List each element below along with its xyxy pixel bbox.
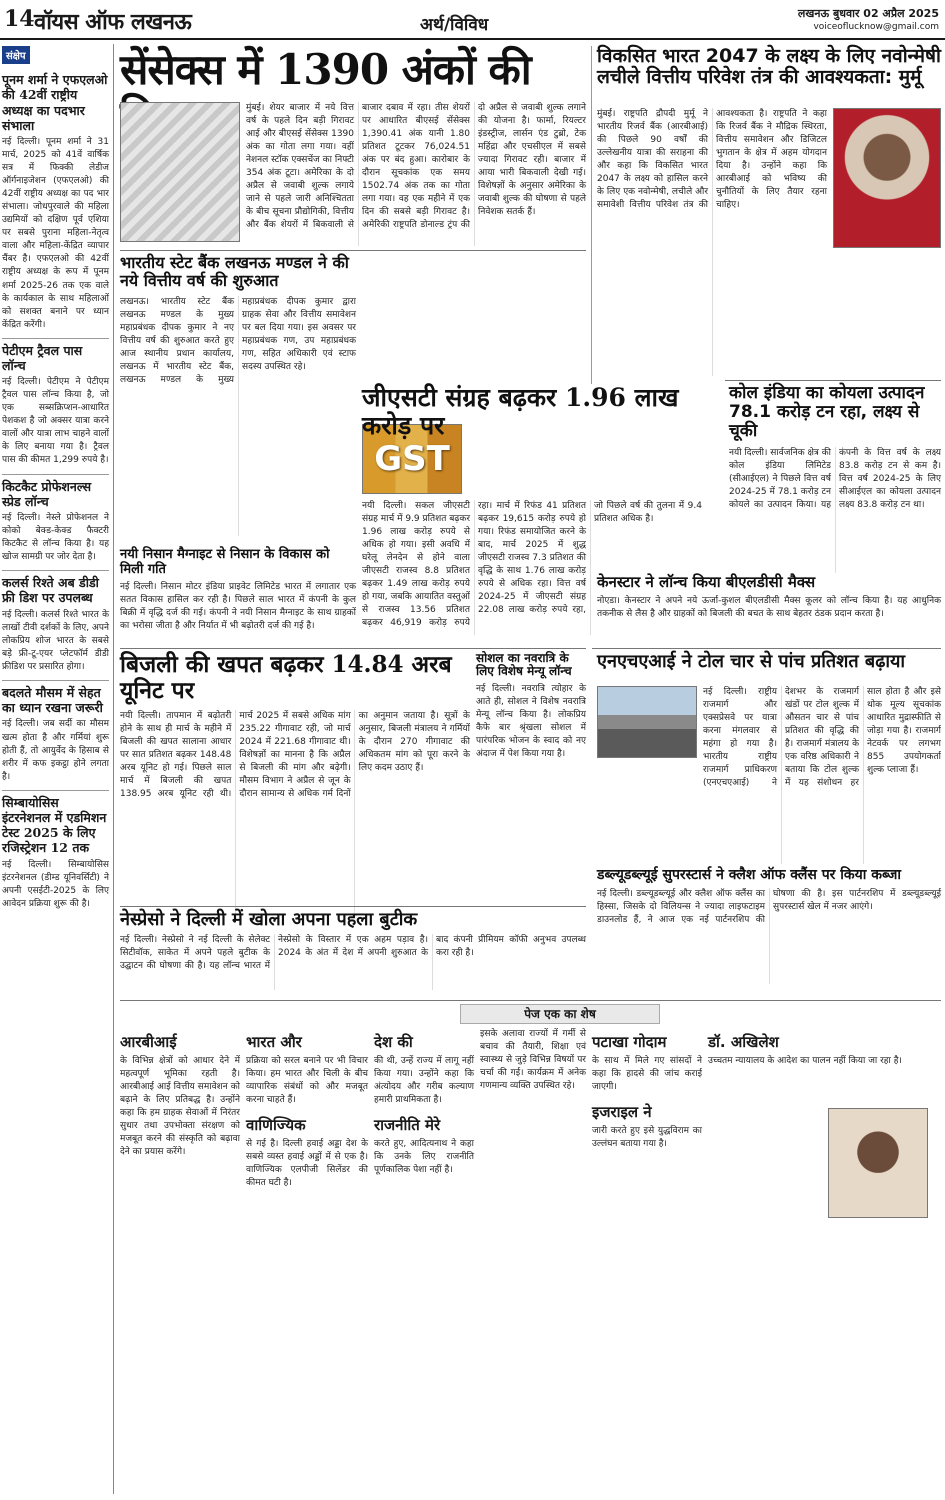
navratri-body: नई दिल्ली। नवरात्रि त्योहार के आते ही, सोशल ने विशेष नवरात्रि मेन्यू लॉन्च किया है। लोकप्रिय कैफे बार श्रृंखला सोशल में पारंपरिक भोजन के स्वाद को नए अंदाज में पेश किया गया है। — [476, 683, 586, 760]
sidebar-heading: पेटीएम ट्रैवल पास लॉन्च — [2, 342, 83, 373]
misc-continued — [480, 1028, 586, 1496]
kenstar-headline: केनस्टार ने लॉन्च किया बीएलडीसी मैक्स — [597, 573, 816, 591]
gst-headline: जीएसटी संग्रह बढ़कर 1.96 लाख करोड़ पर — [362, 383, 679, 440]
sidebar-tag: संक्षेप — [2, 46, 30, 64]
nissan-body: नई दिल्ली। निसान मोटर इंडिया प्राइवेट लिमिटेड भारत में लगातार एक सतत विकास हासिल कर रही है। पिछले साल भारत में कंपनी के कुल बिक्री में वृद्धि दर्ज की गई। कंपनी ने नयी निसान मैग्नाइट के साथ ग्राहकों का भरोसा जीता है और निर्यात में भी बढ़ोतरी दर्ज की गई है। — [120, 582, 356, 632]
site-url: voiceoflucknow@gmail.com — [813, 22, 939, 32]
divider — [120, 648, 586, 649]
toll-body: नई दिल्ली। राष्ट्रीय राजमार्ग और एक्सप्रेसवे पर यात्रा करना मंगलवार से महंगा हो गया है। भारतीय राष्ट्रीय राजमार्ग प्राधिकरण (एनएचएआई) ने देशभर के राजमार्ग खंडों पर टोल शुल्क में औसतन चार से पांच प्रतिशत की वृद्धि की है। राजमार्ग मंत्रालय के एक वरिष्ठ अधिकारी ने बताया कि टोल शुल्क में यह संशोधन हर साल होता है और इसे थोक मूल्य सूचकांक आधारित मुद्रास्फीति से जोड़ा गया है। राजमार्ग नेटवर्क पर लगभग 855 उपयोगकर्ता शुल्क प्लाजा हैं। — [703, 687, 941, 789]
desh-continued — [374, 1028, 474, 1496]
gst-image-text: GST — [374, 439, 450, 479]
sidebar-heading: किटकैट प्रोफेशनल्स स्प्रेड लॉन्च — [2, 478, 92, 509]
budget-story — [597, 46, 941, 376]
vanijya-body: से गई है। दिल्ली हवाई अड्डा देश के सबसे व्यस्त हवाई अड्डों में से एक है। वाणिज्यिक एलपीजी सिलेंडर की कीमत घटी है। — [246, 1139, 368, 1189]
rbi-continued — [120, 1028, 240, 1496]
lead-headline: सेंसेक्स में 1390 अंकों की — [120, 45, 531, 94]
divider — [2, 790, 109, 791]
patakha-continued — [592, 1028, 702, 1496]
sbi-story — [120, 254, 356, 544]
rbi-heading: आरबीआई — [120, 1033, 177, 1051]
electricity-story — [120, 652, 470, 902]
desh-body: की थी, उन्हें राज्य में लागू नहीं किया गया। उन्होंने कहा कि अंत्योदय और गरीब कल्याण हमारी प्राथमिकता है। — [374, 1056, 474, 1106]
bharat-continued — [246, 1028, 368, 1496]
misc-body: इसके अलावा राज्यों में गर्मी से बचाव की तैयारी, शिक्षा एवं स्वास्थ्य से जुड़े विभिन्न विषयों पर चर्चा की गई। कार्यक्रम में अनेक गणमान्य व्यक्ति उपस्थित रहे। — [480, 1029, 586, 1092]
kenstar-story — [597, 574, 941, 646]
sidebar-body: नई दिल्ली। नेस्ले प्रोफेशनल ने कोको बेक्ड-केक्ड फैक्टरी किटकैट से लॉन्च किया है। यह खोज सामग्री पर जोर देता है। — [2, 513, 109, 563]
rajneeti-heading: राजनीति मेरे — [374, 1116, 441, 1135]
rajneeti-body: करते हुए, आदित्यनाथ ने कहा कि उनके लिए राजनीति पूर्णकालिक पेशा नहीं है। — [374, 1139, 474, 1176]
sidebar-item — [2, 685, 109, 784]
divider — [120, 250, 586, 251]
akhilesh-continued — [708, 1028, 941, 1496]
gst-headline-box — [362, 383, 722, 440]
divider — [120, 906, 586, 907]
israel-heading: इजराइल ने — [592, 1103, 652, 1122]
divider — [2, 680, 109, 681]
nespresso-headline: नेस्प्रेसो ने दिल्ली में खोला अपना पहला बुटीक — [120, 909, 418, 930]
wwe-story — [597, 868, 941, 996]
sidebar-item — [2, 72, 109, 332]
coal-body: नयी दिल्ली। सार्वजनिक क्षेत्र की कोल इंडिया लिमिटेड (सीआईएल) ने पिछले वित्त वर्ष 2024-25 में 78.1 करोड़ टन कोयले का उत्पादन किया। यह कंपनी के वित्त वर्ष के लक्ष्य 83.8 करोड़ टन से कम है। वित्त वर्ष 2024-25 के लिए सीआईएल का कोयला उत्पादन लक्ष्य 83.8 करोड़ टन था। — [729, 448, 941, 511]
electricity-body: नयी दिल्ली। तापमान में बढ़ोतरी होने के साथ ही मार्च के महीने में बिजली की खपत सालाना आधार पर सात प्रतिशत बढ़कर 148.48 अरब यूनिट हो गई। पिछले साल मार्च में बिजली की खपत 138.95 अरब यूनिट रही थी। मार्च 2025 में सबसे अधिक मांग 235.22 गीगावाट रही, जो मार्च 2024 में 221.68 गीगावाट थी। विशेषज्ञों का मानना है कि अप्रैल से बिजली की मांग और बढ़ेगी। मौसम विभाग ने अप्रैल से जून के दौरान सामान्य से अधिक गर्म दिनों का अनुमान जताया है। सूत्रों के अनुसार, बिजली मंत्रालय ने गर्मियों के दौरान 270 गीगावाट की अधिकतम मांग को पूरा करने के लिए कदम उठाए हैं। — [120, 710, 470, 799]
nissan-story — [120, 548, 356, 648]
akhilesh-body: उच्चतम न्यायालय के आदेश का पालन नहीं किया जा रहा है। — [708, 1056, 902, 1066]
budget-headline: विकसित भारत 2047 के लक्ष्य के लिए नवोन्मेषी लचीले वित्तीय परिवेश तंत्र की आवश्यकता: मुर्मू — [597, 45, 941, 89]
portrait-photo — [828, 1108, 928, 1218]
israel-body: जारी करते हुए इसे युद्धविराम का उल्लंघन बताया गया है। — [592, 1126, 702, 1150]
gst-story — [362, 420, 702, 635]
wwe-body: नई दिल्ली। डब्ल्यूडब्ल्यूई और क्लैश ऑफ क्लैंस का हिस्सा, जिसके दो विलियन्स ने ज्यादा लाइफटाइम डाउनलोड हैं, ने आज एक नई पार्टनरशिप की घोषणा की है। इस पार्टनरशिप में डब्ल्यूडब्ल्यूई सुपरस्टार्स खेल में नजर आएंगे। — [597, 888, 941, 925]
vanijya-heading: वाणिज्यिक — [246, 1116, 306, 1135]
akhilesh-heading: डॉ. अखिलेश — [708, 1033, 779, 1051]
navratri-story — [476, 652, 586, 902]
navratri-headline: सोशल का नवरात्रि के लिए विशेष मेन्यू लॉन्च — [476, 651, 572, 679]
page-number: 14 — [4, 6, 35, 32]
budget-body: मुंबई। राष्ट्रपति द्रौपदी मुर्मू ने भारतीय रिजर्व बैंक (आरबीआई) की पिछले 90 वर्षों की उल्लेखनीय यात्रा की सराहना की और कहा कि विकसित भारत 2047 के लक्ष्य को हासिल करने के लिए एक नवोन्मेषी, लचीले और समावेशी वित्तीय परिवेश तंत्र की आवश्यकता है। राष्ट्रपति ने कहा कि रिजर्व बैंक ने मौद्रिक स्थिरता, वित्तीय समावेशन और डिजिटल भुगतान के क्षेत्र में अहम योगदान दिया है। उन्होंने कहा कि आरबीआई को भविष्य की चुनौतियों के लिए तैयार रहना चाहिए। — [597, 109, 827, 211]
sidebar-item — [2, 343, 109, 468]
coal-headline: कोल इंडिया का कोयला उत्पादन 78.1 करोड़ टन रहा, लक्ष्य से चूकी — [729, 383, 925, 442]
divider — [2, 570, 109, 571]
sbi-body: लखनऊ। भारतीय स्टेट बैंक लखनऊ मण्डल के मुख्य महाप्रबंधक दीपक कुमार ने नए वित्तीय वर्ष की शुरुआत करते हुए आज स्थानीय प्रधान कार्यालय, लखनऊ में भारतीय स्टेट बैंक, लखनऊ मण्डल के मुख्य महाप्रबंधक दीपक कुमार द्वारा ग्राहक सेवा और वित्तीय समावेशन पर बल दिया गया। इस अवसर पर महाप्रबंधक गण, उप महाप्रबंधक गण, सहित अधिकारी एवं स्टाफ सदस्य उपस्थित रहे। — [120, 296, 356, 386]
masthead — [0, 0, 945, 40]
sbi-headline: भारतीय स्टेट बैंक लखनऊ मण्डल ने की नये वित्तीय वर्ष की शुरुआत — [120, 253, 349, 290]
toll-plaza-photo — [597, 686, 697, 758]
divider — [120, 1000, 941, 1001]
sidebar-body: नई दिल्ली। पेटीएम ने पेटीएम ट्रैवल पास लॉन्च किया है, जो एक सब्सक्रिप्शन-आधारित पेशकश है जो अक्सर यात्रा करने वालों और यात्रा लाभ चाहने वालों के लिए बनाया गया है। ट्रैवल पास की कीमत 1,299 रुपये है। — [2, 377, 109, 466]
desh-heading: देश की — [374, 1033, 413, 1051]
sidebar-body: नई दिल्ली। सिम्बायोसिस इंटरनेशनल (डीम्ड यूनिवर्सिटी) ने अपनी एसईटी-2025 के लिए आवेदन प्रक्रिया शुरू की है। — [2, 859, 109, 909]
patakha-heading: पटाखा गोदाम — [592, 1033, 667, 1051]
toll-headline: एनएचएआई ने टोल चार से पांच प्रतिशत बढ़ाया — [597, 651, 906, 672]
toll-story — [597, 652, 941, 864]
gst-body: नयी दिल्ली। सकल जीएसटी संग्रह मार्च में 9.9 प्रतिशत बढ़कर 1.96 लाख करोड़ रुपये से अधिक हो गया। इसी अवधि में घरेलू लेनदेन से होने वाला जीएसटी राजस्व 8.8 प्रतिशत बढ़कर 1.49 लाख करोड़ रुपये हो गया, जबकि आयातित वस्तुओं से राजस्व 13.56 प्रतिशत बढ़कर 46,919 करोड़ रुपये रहा। मार्च में रिफंड 41 प्रतिशत बढ़कर 19,615 करोड़ रुपये हो गया। रिफंड समायोजित करने के बाद, मार्च 2025 में शुद्ध जीएसटी राजस्व 7.3 प्रतिशत की वृद्धि के साथ 1.76 लाख करोड़ रुपये से अधिक रहा। वित्त वर्ष 2024-25 में जीएसटी संग्रह 22.08 लाख करोड़ रुपये रहा, जो पिछले वर्ष की तुलना में 9.4 प्रतिशत अधिक है। — [362, 501, 702, 629]
divider — [725, 380, 941, 381]
continuation-band: पेज एक का शेष — [460, 1004, 660, 1024]
bharat-body: प्रक्रिया को सरल बनाने पर भी विचार किया। हम भारत और चिली के बीच व्यापारिक संबंधों को और मजबूत करना चाहते हैं। — [246, 1056, 368, 1106]
sidebar-item — [2, 795, 109, 911]
paper-name: वॉयस ऑफ लखनऊ — [34, 9, 192, 35]
column-rule — [591, 46, 592, 384]
electricity-headline: बिजली की खपत बढ़कर 14.84 अरब यूनिट पर — [120, 651, 452, 704]
sidebar-item — [2, 479, 109, 565]
sidebar-heading: पूनम शर्मा ने एफएलओ की 42वीं राष्ट्रीय अध्यक्ष का पदभार संभाला — [2, 72, 108, 133]
divider — [2, 474, 109, 475]
sidebar-item — [2, 575, 109, 674]
sidebar-heading: सिम्बायोसिस इंटरनेशनल में एडमिशन टेस्ट 2025 के लिए रजिस्ट्रेशन 12 तक — [2, 794, 107, 856]
sidebar-heading: कलर्स रिश्ते अब डीडी फ्री डिश पर उपलब्ध — [2, 575, 99, 606]
date-line: लखनऊ बुधवार 02 अप्रैल 2025 — [797, 7, 939, 20]
coal-story — [729, 384, 941, 570]
lead-body: मुंबई। शेयर बाजार में नये वित्त वर्ष के पहले दिन बड़ी गिरावट आई और बीएसई सेंसेक्स 1390 अंक का गोता लगा गया। वहीं नेशनल स्टॉक एक्सचेंज का निफ्टी 354 अंक टूटा। अमेरिका के दो अप्रैल से जवाबी शुल्क लगाये जाने से पहले जारी अनिश्चितता के बीच सूचना प्रौद्योगिकी, वित्तीय और बैंक शेयरों में बिकवाली से बाजार दबाव में रहा। तीस शेयरों पर आधारित बीएसई सेंसेक्स 1,390.41 अंक यानी 1.80 प्रतिशत टूटकर 76,024.51 अंक पर बंद हुआ। कारोबार के दौरान सूचकांक एक समय 1502.74 अंक तक का गोता लगा गया। वह एक महीने में एक दिन की सबसे बड़ी गिरावट है। अमेरिकी राष्ट्रपति डोनाल्ड ट्रंप की दो अप्रैल से जवाबी शुल्क लगाने की योजना है। फार्मा, रियल्टर इंडस्ट्रीज, लार्सन एंड टुब्रो, टेक महिंद्रा और एचसीएल में सबसे ज्यादा गिरावट रही। बाजार में आया भारी बिकवाली देखी गई। विशेषज्ञों के अनुसार अमेरिका के जवाबी शुल्क की घोषणा से पहले निवेशक सतर्क हैं। — [246, 103, 586, 231]
divider — [2, 338, 109, 339]
rbi-body: के विभिन्न क्षेत्रों को आधार देने में महत्वपूर्ण भूमिका रहती है। आरबीआई आई वित्तीय समावेशन को बढ़ाने के लिए प्रतिबद्ध है। उन्होंने कहा कि हम ग्राहक सेवाओं में निरंतर सुधार तथा उपभोक्ता संरक्षण को मजबूत करने की संस्कृति को बढ़ावा देने का प्रयास करेंगे। — [120, 1056, 240, 1158]
sidebar-body: नई दिल्ली। जब सर्दी का मौसम खत्म होता है और गर्मियां शुरू होती हैं, तो आयुर्वेद के हिसाब से शरीर में कफ इकट्ठा होने लगता है। — [2, 719, 109, 782]
patakha-body: के साथ में मिले गए सांसदों ने कहा कि हादसे की जांच कराई जाएगी। — [592, 1056, 702, 1093]
nespresso-body: नई दिल्ली। नेस्प्रेसो ने नई दिल्ली के सेलेक्ट सिटीवॉक, साकेत में अपने पहले बुटीक के उद्घाटन की घोषणा की है। यह लॉन्च भारत में नेस्प्रेसो के विस्तार में एक अहम पड़ाव है। 2024 के अंत में देश में अपनी शुरुआत के बाद कंपनी प्रीमियम कॉफी अनुभव उपलब्ध करा रही है। — [120, 935, 586, 972]
section-name: अर्थ/विविध — [420, 15, 489, 35]
sidebar-body: नई दिल्ली। कलर्स रिश्ते भारत के लाखों टीवी दर्शकों के लिए, अपने लोकप्रिय शोज भारत के सबसे बड़े फ्री-टू-एयर प्लेटफॉर्म डीडी फ्रीडिश पर प्रसारित होगा। — [2, 609, 109, 672]
divider — [592, 648, 941, 649]
nespresso-story — [120, 910, 586, 996]
sensex-photo — [120, 102, 240, 242]
sidebar-body: नई दिल्ली। पूनम शर्मा ने 31 मार्च, 2025 को 41वें वार्षिक सत्र में फिक्की लेडीज ऑर्गनाइजेशन (एफएलओ) की 42वीं राष्ट्रीय अध्यक्ष का पद भार संभाला। जोधपुरवाले की महिला उद्यमियों को दक्षिण पूर्व एशिया पर सबसे पुराना महिला-नेतृत्व वाला और महिला-केंद्रित व्यापार चैंबर है। एफएलओ की 42वीं राष्ट्रीय अध्यक्ष के रूप में पूनम शर्मा 2025-26 तक एक वाले के कार्यकाल के साथ महिलाओं को सशक्त बनाने पर ध्यान केंद्रित करेंगी। — [2, 137, 109, 330]
kenstar-body: नोएडा। केनस्टार ने अपने नये ऊर्जा-कुशल बीएलडीसी मैक्स कूलर को लॉन्च किया है। यह आधुनिक तकनीक से लैस है और ग्राहकों को बिजली की बचत के साथ बेहतर ठंडक प्रदान करता है। — [597, 595, 941, 619]
nissan-headline: नयी निसान मैग्नाइट से निसान के विकास को मिली गति — [120, 547, 330, 577]
bharat-heading: भारत और — [246, 1033, 302, 1051]
sidebar-heading: बदलते मौसम में सेहत का ध्यान रखना जरूरी — [2, 684, 103, 716]
wwe-headline: डब्ल्यूडब्ल्यूई सुपरस्टार्स ने क्लैश ऑफ क्लैंस पर किया कब्जा — [597, 867, 902, 883]
murmu-photo — [833, 108, 941, 248]
sidebar — [2, 44, 114, 1494]
lead-story — [120, 46, 586, 246]
